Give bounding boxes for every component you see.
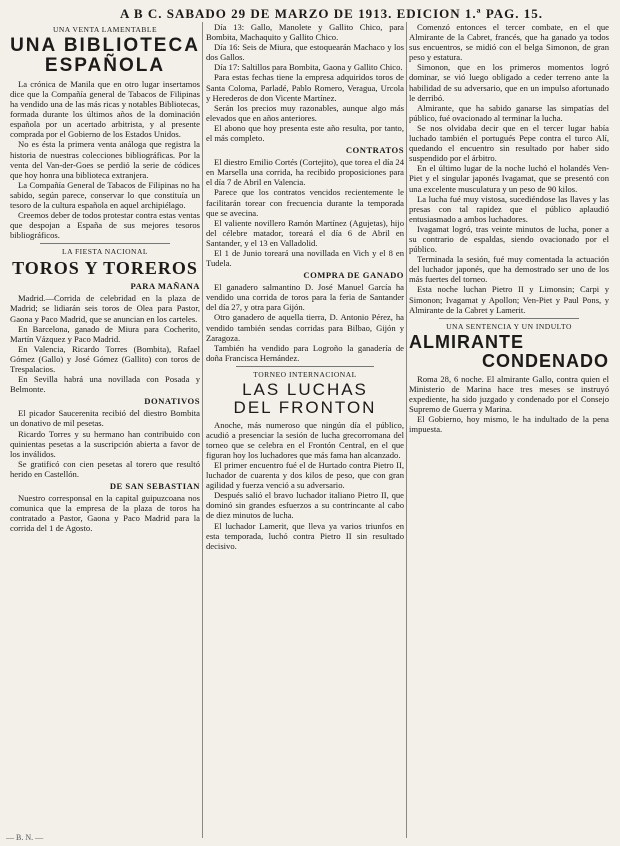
subheading-compra-ganado: COMPRA DE GANADO (303, 270, 404, 281)
article-paragraph: Creemos deber de todos protestar contra estas ventas que despojan a España de sus mejores tesoros bibliográficos. (10, 210, 200, 241)
article-paragraph: La lucha fué muy vistosa, sucediéndose las llaves y las presas con tal rapidez que el público aplaudió entusiasmado a ambos luchadores. (409, 193, 609, 224)
article-paragraph: Serán los precios muy razonables, aunque algo más elevados que en años anteriores. (206, 102, 404, 123)
article-paragraph: Parece que los contratos vencidos recientemente le facilitarán torear con frecuencia durante la temporada que se avecina. (206, 187, 404, 218)
headline-biblioteca-line2: ESPAÑOLA (44, 54, 166, 76)
article-paragraph: Día 13: Gallo, Manolete y Gallito Chico, para Bombita, Machaquito y Gallito Chico. (206, 22, 404, 43)
headline-almirante: ALMIRANTE (409, 331, 524, 352)
article-paragraph: Ivagamat logró, tras veinte minutos de lucha, poner a su contrario de espaldas, siendo ovacionado por el público. (409, 223, 609, 255)
article-paragraph: En Barcelona, ganado de Miura para Cocherito, Martín Vázquez y Paco Madrid. (10, 323, 200, 344)
article-paragraph: Roma 28, 6 noche. El almirante Gallo, contra quien el Ministerio de Marina hace tres meses se instruyó expediente, ha sido juzgado y condenado por el Consejo Supremo de Guerra y Marina. (409, 373, 609, 414)
headline-luchas-line1: LAS LUCHAS (242, 379, 368, 399)
footer-mark: — B. N. — (6, 833, 44, 842)
column-1 (10, 22, 200, 533)
article-paragraph: Ricardo Torres y su hermano han contribuido con quinientas pesetas a la suscripción abierta a favor de los inválidos. (10, 428, 200, 459)
article-paragraph: En Sevilla habrá una novillada con Posada y Belmonte. (10, 374, 200, 395)
article-paragraph: El picador Saucerenita recibió del diestro Bombita un donativo de mil pesetas. (10, 408, 200, 429)
article-paragraph: Esta noche luchan Pietro II y Limonsin; Carpi y Simonon; Ivagamat y Apollon; Ven-Piet y Paul Pons, y Almirante de la Cabret y Lamerit. (409, 284, 609, 315)
headline-biblioteca-line1: UNA BIBLIOTECA (10, 35, 200, 56)
article-paragraph: Terminada la sesión, fué muy comentada la actuación del luchador japonés, que ha demostrado ser uno de los más fuertes del torneo. (409, 254, 609, 285)
article-paragraph: Se gratificó con cien pesetas al torero que resultó herido en Castellón. (10, 458, 200, 479)
page-header: A B C. SABADO 29 DE MARZO DE 1913. EDICION 1.ª PAG. 15. (120, 6, 544, 21)
article-paragraph: Nuestro corresponsal en la capital guipuzcoana nos comunica que la empresa de la plaza de toros ha contratado a Pastor, Gaona y Paco Madrid para la corrida del 1 de Agosto. (10, 492, 200, 534)
headline-condenado: CONDENADO (481, 350, 609, 371)
column-rule-1 (202, 22, 203, 838)
article-paragraph: El diestro Emilio Cortés (Cortejito), que torea el día 24 en Marsella una corrida, ha recibido proposiciones para el día 7 de Abril en Valencia. (206, 157, 404, 188)
article-paragraph: El abono que hoy presenta este año resulta, por tanto, el más completo. (206, 122, 404, 144)
article-paragraph: La crónica de Manila que en otro lugar insertamos dice que la Compañía general de Tabacos de Filipinas ha vendido una de las más ricas y notables Bibliotecas, formada durante los últimos años de la dominación española por un acertado arbitrista, y al presente comprada por el Gobierno de los Estados Unidos. (10, 78, 200, 140)
article-paragraph: Anoche, más numeroso que ningún día el público, acudió a presenciar la sesión de lucha grecorromana del torneo que se celebra en el Frontón Central, en el que figuran hoy los luchadores que más fama han alcanzado. (206, 419, 404, 460)
article-paragraph: Comenzó entonces el tercer combate, en el que Almirante de la Cabret, francés, que ha ganado ya todos sus encuentros, se midió con el belga Simonon, de gran peso y estatura. (409, 22, 609, 63)
article-paragraph: Después salió el bravo luchador italiano Pietro II, que dominó sin grandes esfuerzos a su contrincante al cabo de diez minutos de lucha. (206, 490, 404, 521)
subheading-contratos: CONTRATOS (345, 145, 404, 156)
divider (236, 366, 374, 367)
article-paragraph: En Valencia, Ricardo Torres (Bombita), Rafael Gómez (Gallo) y José Gómez (Gallito) con toros de Trespalacios. (10, 343, 200, 375)
subheading-san-sebastian: DE SAN SEBASTIAN (109, 480, 200, 491)
headline-toros-toreros: TOROS Y TOREROS (12, 258, 198, 279)
article-paragraph: El 1 de Junio toreará una novillada en Vich y el 8 en Tudela. (206, 247, 404, 269)
divider (439, 318, 579, 319)
article-paragraph: También ha vendido para Logroño la ganadería de doña Francisca Hernández. (206, 342, 404, 363)
kicker-torneo: TORNEO INTERNACIONAL (253, 369, 357, 379)
article-paragraph: Día 17: Saltillos para Bombita, Gaona y Gallito Chico. (214, 62, 403, 73)
section-fiesta-nacional: LA FIESTA NACIONAL (62, 247, 148, 257)
divider (40, 243, 170, 244)
kicker-sentencia: UNA SENTENCIA Y UN INDULTO (446, 321, 572, 331)
article-paragraph: No es ésta la primera venta análoga que registra la historia de nuestras colecciones bibliográficas. Por la venta del Van-der-Goes se perdió la serie de códices que hoy honra una biblioteca extranjera. (10, 139, 200, 180)
article-paragraph: Se nos olvidaba decir que en el tercer lugar había luchado también el portugués Pepe contra el turco Alí, quedando el encuentro sin resultado por haber sido suspendido por el árbitro. (409, 122, 609, 164)
article-paragraph: El ganadero salmantino D. José Manuel García ha vendido una corrida de toros para la feria de Santander del día 27, y otra para Gijón. (206, 282, 404, 313)
article-paragraph: El luchador Lamerit, que lleva ya varios triunfos en esta temporada, luchó contra Pietro II sin resultado decisivo. (206, 520, 404, 551)
article-paragraph: Para estas fechas tiene la empresa adquiridos toros de Santa Coloma, Parladé, Pablo Romero, Veragua, Urcola y Herederos de don Vicente Martínez. (206, 72, 404, 103)
column-3 (409, 22, 609, 434)
article-paragraph: Simonon, que en los primeros momentos logró dominar, se vió luego obligado a ceder terreno ante la habilidad de su adversario, que en un impulso afortunado le derribó. (409, 62, 609, 103)
subheading-para-manana: PARA MAÑANA (130, 281, 200, 292)
article-paragraph: Otro ganadero de aquella tierra, D. Antonio Pérez, ha vendido también sendas corridas para Bilbao, Gijón y Zaragoza. (206, 312, 404, 343)
article-paragraph: En el último lugar de la noche luchó el holandés Ven-Piet y el singular japonés Ivagamat, que se presentó con una excelente musculatura y un peso de 90 kilos. (409, 163, 609, 194)
column-rule-2 (406, 22, 407, 838)
article-paragraph: El valiente novillero Ramón Martínez (Agujetas), hijo del célebre matador, toreará el día 6 de Abril en Santander, y el 13 en Valladolid. (206, 217, 404, 248)
article-paragraph: Madrid.—Corrida de celebridad en la plaza de Madrid; se lidiarán seis toros de Olea para Pastor, Gaona y Paco Madrid, que se anuncian en los carteles. (10, 293, 200, 324)
column-2 (206, 22, 404, 551)
article-paragraph: El primer encuentro fué el de Hurtado contra Pietro II, luchador de cuarenta y dos kilos de peso, que con gran agilidad y fuerza venció a su adversario. (206, 459, 404, 491)
kicker-biblioteca: UNA VENTA LAMENTABLE (52, 25, 158, 34)
subheading-donativos: DONATIVOS (144, 396, 200, 407)
article-paragraph: Día 16: Seis de Miura, que estoquearán Machaco y los dos Gallos. (206, 42, 404, 63)
article-paragraph: El Gobierno, hoy mismo, le ha indultado de la pena impuesta. (409, 413, 609, 434)
headline-luchas-line2: DEL FRONTON (233, 397, 377, 417)
article-paragraph: La Compañía General de Tabacos de Filipinas no ha sabido, según parece, conservar lo que constituía un tesoro de la cultura española en aquel archipiélago. (10, 179, 200, 210)
article-paragraph: Almirante, que ha sabido ganarse las simpatías del público, fué ovacionado al terminar la lucha. (409, 102, 609, 123)
